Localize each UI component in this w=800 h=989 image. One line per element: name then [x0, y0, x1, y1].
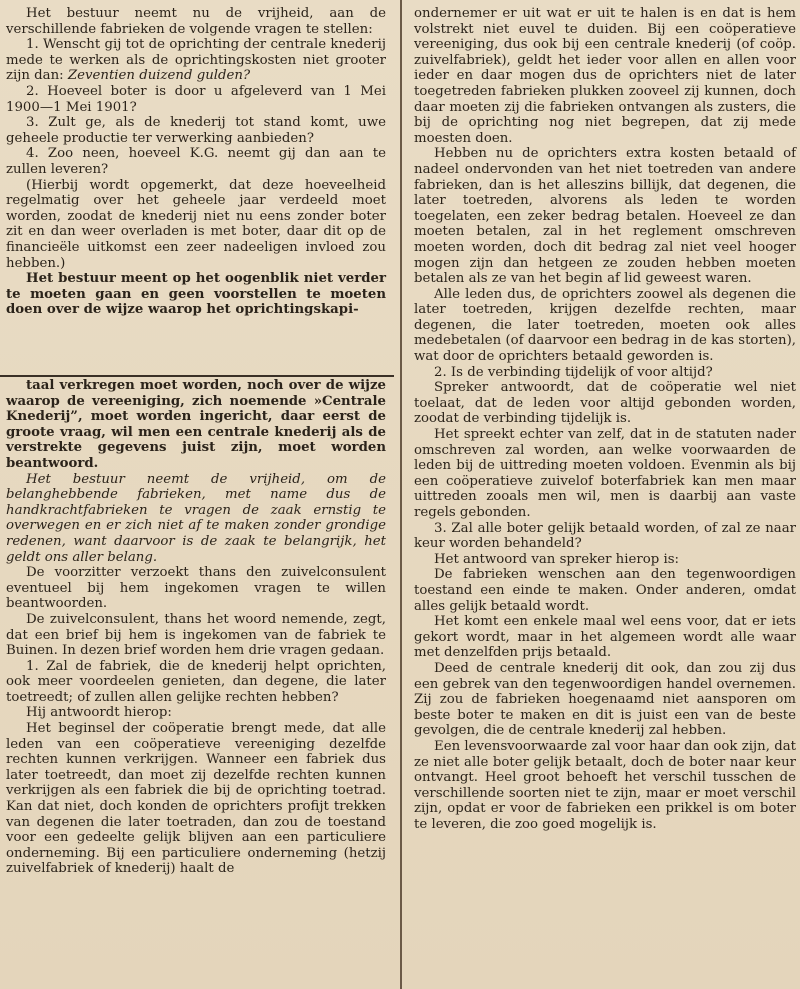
article-fragment-bottom	[0, 378, 394, 989]
question-1	[6, 37, 386, 84]
paragraph: Het bestuur meent op het oogenblik niet verder te moeten gaan en geen voorstellen te moeten doen over de wijze waarop het oprichtingskapi-	[6, 271, 386, 318]
paragraph: ondernemer er uit wat er uit te halen is en dat is hem volstrekt niet euvel te duiden. Bij een coöperatieve vereeniging, dus ook bij een centrale knederij (of coöp. zuivelfabriek), geldt het ieder voor allen en allen voor ieder en daar mogen dus de oprichters niet de later toegetreden fabrieken plukken zooveel zij kunnen, doch daar moeten zij die fabrieken ontvangen als zusters, die bij de oprichting nog niet begrepen, dat zij mede moesten doen.	[414, 6, 796, 146]
question-3: 3. Zult ge, als de knederij tot stand komt, uwe geheele productie ter verwerking aanbieden?	[6, 115, 386, 146]
paragraph: Het antwoord van spreker hierop is:	[434, 551, 679, 567]
paragraph: Een levensvoorwaarde zal voor haar dan ook zijn, dat ze niet alle boter gelijk betaalt, doch de boter naar keur ontvangt. Heel groot behoeft het verschil tusschen de verschillende soorten niet te zijn, maar er moet verschil zijn, opdat er voor de fabrieken een prikkel is om boter te leveren, die zoo goed mogelijk is.	[414, 738, 796, 832]
paragraph: taal verkregen moet worden, noch over de wijze waarop de vereeniging, zich noemende »Centrale Knederij”, moet worden ingericht, daar eerst de groote vraag, wil men een centrale knederij als de verstrekte gegevens juist zijn, moet worden beantwoord.	[6, 378, 386, 471]
article-fragment-top	[0, 6, 394, 374]
question-1-text: 1. Wenscht gij tot de oprichting der centrale knederij mede te werken als de oprichtingskosten niet grooter zijn dan:	[6, 37, 386, 84]
paragraph: Hebben nu de oprichters extra kosten betaald of nadeel ondervonden van het niet toetreden van andere fabrieken, dan is het alleszins billijk, dat degenen, die later toetreden, alvorens als leden te worden toegelaten, een zeker bedrag betalen. Hoeveel ze dan moeten betalen, zal in het reglement omschreven moeten worden, doch dit bedrag zal niet veel hooger mogen zijn dan hetgeen ze zouden hebben moeten betalen als ze van het begin af lid geweest waren.	[414, 146, 796, 287]
question-2: 2. Is de verbinding tijdelijk of voor altijd?	[434, 364, 713, 380]
paragraph: De fabrieken wenschen aan den tegenwoordigen toestand een einde te maken. Onder anderen, omdat alles gelijk betaald wordt.	[414, 567, 796, 614]
paragraph: (Hierbij wordt opgemerkt, dat deze hoeveelheid regelmatig over het geheele jaar verdeeld moet worden, zoodat de knederij niet nu eens zonder boter zit en dan weer overladen is met boter, daar dit op de financieële uitkomst een zeer nadeeligen invloed zou hebben.)	[6, 177, 386, 271]
right-column	[404, 0, 800, 989]
paragraph: Het bestuur neemt de vrijheid, om de belanghebbende fabrieken, met name dus de handkrachtfabrieken te vragen de zaak ernstig te overwegen en er zich niet af te maken zonder grondige redenen, want daarvoor is de zaak te belangrijk, het geldt ons aller belang.	[6, 471, 386, 565]
paragraph: De zuivelconsulent, thans het woord nemende, zegt, dat een brief bij hem is ingekomen van de fabriek te Buinen. In dezen brief worden hem drie vragen gedaan.	[6, 611, 386, 659]
paragraph: Deed de centrale knederij dit ook, dan zou zij dus een gebrek van den tegenwoordigen handel overnemen. Zij zou de fabrieken hoegenaamd niet aansporen om beste boter te maken en dit is juist een van de beste gevolgen, die de centrale knederij zal hebben.	[414, 660, 796, 739]
question-4: 4. Zoo neen, hoeveel K.G. neemt gij dan aan te zullen leveren?	[6, 146, 386, 177]
question-1: 1. Zal de fabriek, die de knederij helpt oprichten, ook meer voordeelen genieten, dan degene, die later toetreedt; of zullen allen gelijke rechten hebben?	[6, 658, 386, 705]
paragraph: Het beginsel der coöperatie brengt mede, dat alle leden van een coöperatieve vereeniging dezelfde rechten kunnen verkrijgen. Wanneer een fabriek dus later toetreedt, dan moet zij dezelfde rechten kunnen verkrijgen als een fabriek die bij de oprichting toetrad. Kan dat niet, doch konden de oprichters profijt trekken van degenen die later toetraden, dan zou de toestand voor een gedeelte gelijk blijven aan een particuliere onderneming. Bij een particuliere onderneming (hetzij zuivelfabriek of knederij) haalt de	[6, 721, 386, 877]
question-3: 3. Zal alle boter gelijk betaald worden, of zal ze naar keur worden behandeld?	[414, 520, 796, 552]
paragraph: Spreker antwoordt, dat de coöperatie wel niet toelaat, dat de leden voor altijd gebonden worden, zoodat de verbinding tijdelijk is.	[414, 380, 796, 427]
paragraph: Hij antwoordt hierop:	[26, 705, 172, 721]
paragraph: Het komt een enkele maal wel eens voor, dat er iets gekort wordt, maar in het algemeen wordt alle waar met denzelfden prijs betaald.	[414, 614, 796, 661]
question-2: 2. Hoeveel boter is door u afgeleverd van 1 Mei 1900—1 Mei 1901?	[6, 83, 386, 115]
paragraph: De voorzitter verzoekt thans den zuivelconsulent eventueel bij hem ingekomen vragen te willen beantwoorden.	[6, 565, 386, 612]
clipping-divider	[0, 375, 394, 377]
paragraph: Het spreekt echter van zelf, dat in de statuten nader omschreven zal worden, aan welke voorwaarden de leden bij de uittreding moeten voldoen. Evenmin als bij een coöperatieve zuivelof boterfabriek kan men maar uittreden zooals men wil, men is daarbij aan vaste regels gebonden.	[414, 427, 796, 520]
paragraph: Het bestuur neemt nu de vrijheid, aan de verschillende fabrieken de volgende vragen te stellen:	[6, 6, 386, 37]
column-rule	[400, 0, 402, 989]
paragraph: Alle leden dus, de oprichters zoowel als degenen die later toetreden, krijgen dezelfde rechten, maar degenen, die later toetreden, moeten ook alles medebetalen (of daarvoor een bedrag in de kas storten), wat door de oprichters betaald geworden is.	[414, 286, 796, 365]
question-1-amount: Zeventien duizend gulden?	[67, 68, 251, 84]
